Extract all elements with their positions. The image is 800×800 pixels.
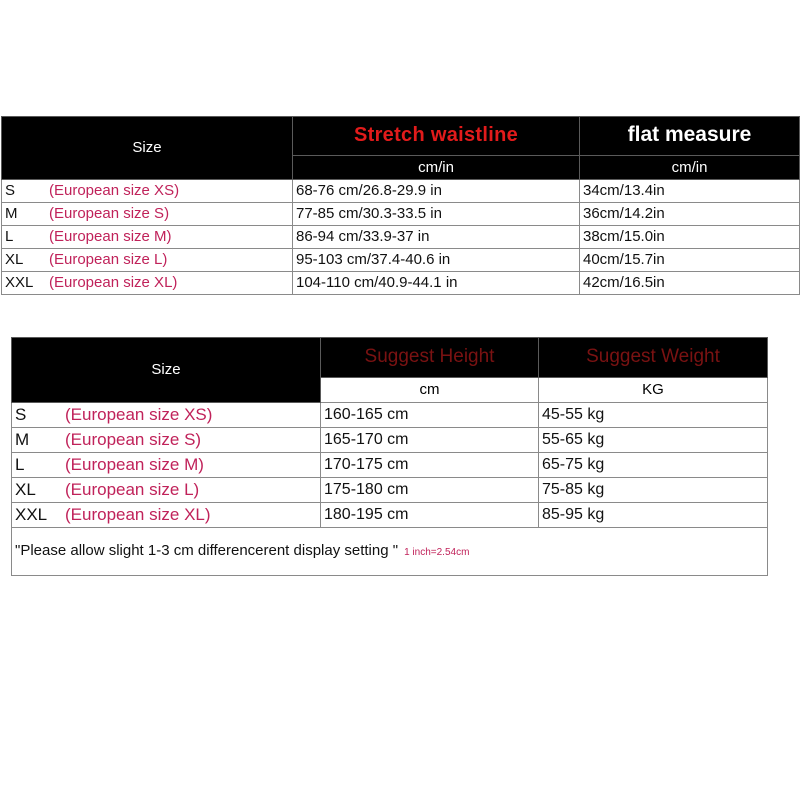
note-cell xyxy=(12,528,768,576)
size-header: Size xyxy=(12,338,321,403)
size-cell: S (European size XS) xyxy=(2,180,293,203)
weight-cell: 55-65 kg xyxy=(539,428,768,453)
table-row xyxy=(12,503,768,528)
table-row xyxy=(2,249,800,272)
weight-unit-header: KG xyxy=(539,378,768,403)
size-header: Size xyxy=(2,117,293,180)
waist-cell: 95-103 cm/37.4-40.6 in xyxy=(293,249,580,272)
height-cell: 180-195 cm xyxy=(321,503,539,528)
size-cell: M (European size S) xyxy=(12,428,321,453)
height-cell: 170-175 cm xyxy=(321,453,539,478)
waist-cell: 68-76 cm/26.8-29.9 in xyxy=(293,180,580,203)
height-cell: 165-170 cm xyxy=(321,428,539,453)
size-cell: XL (European size L) xyxy=(2,249,293,272)
height-cell: 175-180 cm xyxy=(321,478,539,503)
size-cell: L (European size M) xyxy=(2,226,293,249)
waist-cell: 77-85 cm/30.3-33.5 in xyxy=(293,203,580,226)
table-row xyxy=(2,180,800,203)
weight-cell: 45-55 kg xyxy=(539,403,768,428)
flat-cell: 40cm/15.7in xyxy=(580,249,800,272)
inch-conversion-note: 1 inch=2.54cm xyxy=(404,546,470,558)
size-cell: XXL (European size XL) xyxy=(12,503,321,528)
waist-cell: 86-94 cm/33.9-37 in xyxy=(293,226,580,249)
flat-cell: 36cm/14.2in xyxy=(580,203,800,226)
table-row xyxy=(12,428,768,453)
waist-unit-header: cm/in xyxy=(293,156,580,180)
table-row xyxy=(2,272,800,295)
table-row xyxy=(2,226,800,249)
flat-unit-header: cm/in xyxy=(580,156,800,180)
table-row xyxy=(12,478,768,503)
flat-cell: 34cm/13.4in xyxy=(580,180,800,203)
suggest-weight-header: Suggest Weight xyxy=(539,338,768,378)
table-row xyxy=(2,203,800,226)
waist-cell: 104-110 cm/40.9-44.1 in xyxy=(293,272,580,295)
size-cell: L (European size M) xyxy=(12,453,321,478)
allowance-note: "Please allow slight 1-3 cm differencerent display setting " xyxy=(15,541,399,559)
stretch-waistline-header: Stretch waistline xyxy=(293,117,580,156)
table-row xyxy=(12,403,768,428)
flat-cell: 38cm/15.0in xyxy=(580,226,800,249)
height-unit-header: cm xyxy=(321,378,539,403)
weight-cell: 65-75 kg xyxy=(539,453,768,478)
size-cell: S (European size XS) xyxy=(12,403,321,428)
table-row xyxy=(12,453,768,478)
suggest-height-header: Suggest Height xyxy=(321,338,539,378)
weight-cell: 85-95 kg xyxy=(539,503,768,528)
flat-cell: 42cm/16.5in xyxy=(580,272,800,295)
waist-size-table xyxy=(1,116,800,295)
flat-measure-header: flat measure xyxy=(580,117,800,156)
weight-cell: 75-85 kg xyxy=(539,478,768,503)
size-cell: M (European size S) xyxy=(2,203,293,226)
note-row xyxy=(12,528,768,576)
size-cell: XXL (European size XL) xyxy=(2,272,293,295)
height-cell: 160-165 cm xyxy=(321,403,539,428)
height-weight-table xyxy=(11,337,768,576)
size-cell: XL (European size L) xyxy=(12,478,321,503)
